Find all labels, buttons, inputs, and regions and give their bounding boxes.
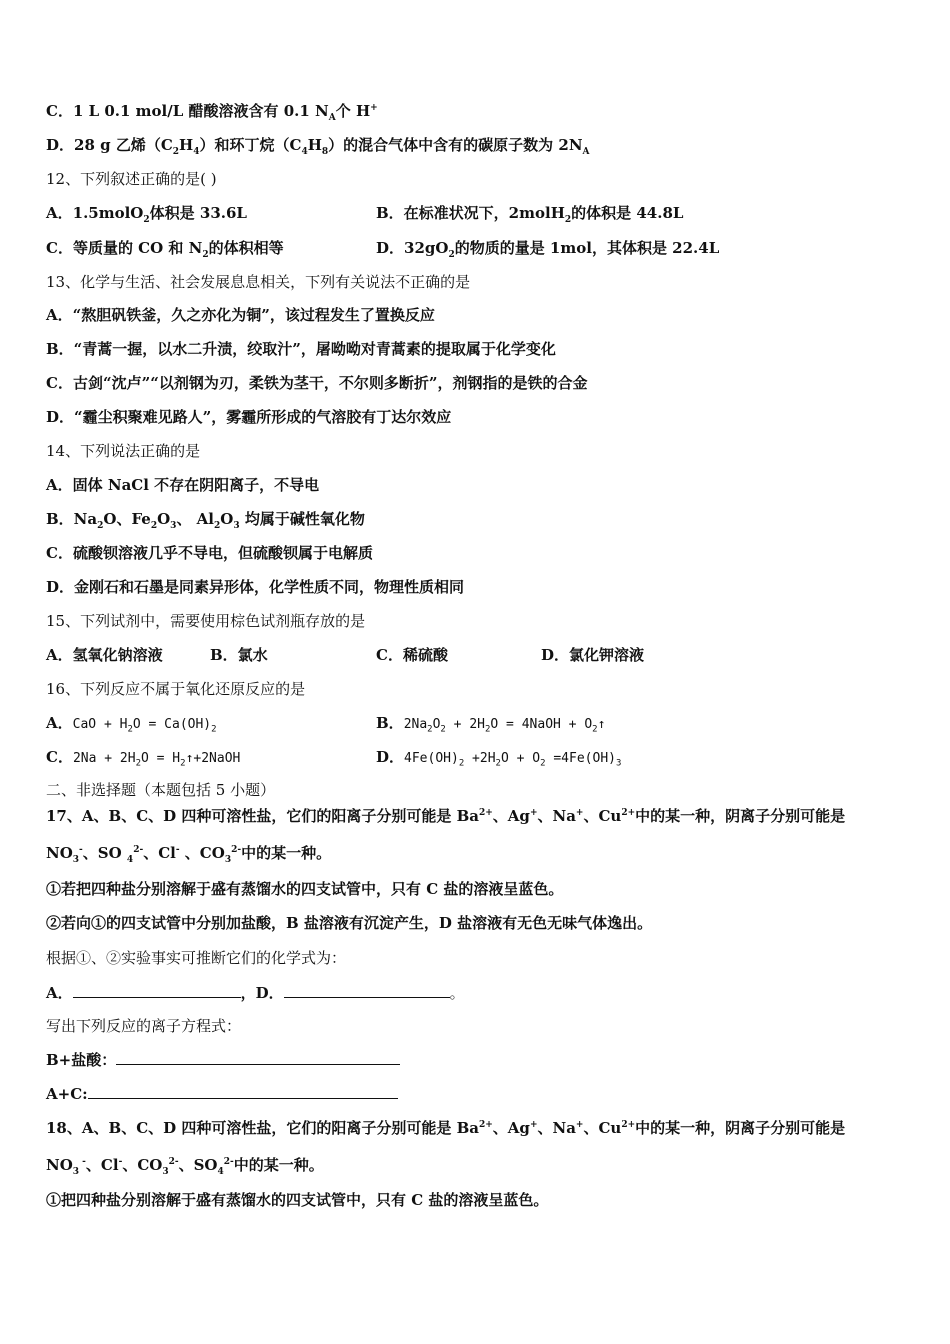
q17-equation-b: B+盐酸： xyxy=(46,1050,400,1070)
q17-equation-ac: A+C: xyxy=(46,1084,398,1104)
q17-line2: $NO_3^-$、SO $_4^{2-}$、Cl- 、$CO_3^{2-}$中的某一种。 xyxy=(46,844,332,865)
section-heading: 二、非选择题（本题包括 5 小题） xyxy=(46,781,276,799)
q18-statement-1: ①把四种盐分别溶解于盛有蒸馏水的四支试管中，只有 C 盐的溶液呈蓝色。 xyxy=(46,1191,549,1209)
q13-option-b: B．“青蒿一握，以水二升渍，绞取汁”，屠呦呦对青蒿素的提取属于化学变化 xyxy=(46,340,556,358)
q15-option-c: C．稀硫酸 xyxy=(376,646,448,664)
q15-option-a: A．氢氧化钠溶液 xyxy=(46,646,163,664)
q15-option-d: D．氯化钾溶液 xyxy=(541,646,645,664)
q14-stem: 14、下列说法正确的是 xyxy=(46,442,201,460)
q16-option-a: A．CaO + $H_2O = Ca(OH)_2$ xyxy=(46,714,217,735)
q18-line1: 18、A、B、C、D 四种可溶性盐，它们的阳离子分别可能是 $Ba^{2+}$、Ag+、Na+、$Cu^{2+}$中的某一种，阴离子分别可能是 xyxy=(46,1119,846,1137)
q17-answer-blanks: A． ，D． 。 xyxy=(46,984,465,1002)
q15-options xyxy=(46,645,906,665)
answer-blank-a-c[interactable] xyxy=(88,1084,398,1099)
q12-option-c: C．等质量的 CO 和 $N_2$的体积相等 xyxy=(46,239,284,260)
q16-options-cd xyxy=(46,747,906,769)
q15-stem: 15、下列试剂中，需要使用棕色试剂瓶存放的是 xyxy=(46,612,366,630)
q16-option-b: B．$2Na_2O_2 + 2H_2O$ = 4NaOH + $O_2↑$ xyxy=(376,714,606,735)
q17-instruction: 根据①、②实验事实可推断它们的化学式为： xyxy=(46,949,347,967)
q13-stem: 13、化学与生活、社会发展息息相关，下列有关说法不正确的是 xyxy=(46,273,471,291)
q12-stem: 12、下列叙述正确的是( ) xyxy=(46,170,217,188)
q17-statement-2: ②若向①的四支试管中分别加盐酸，B 盐溶液有沉淀产生，D 盐溶液有无色无味气体逸出。 xyxy=(46,914,653,932)
q16-option-c: C．$2Na + 2H_2O$ = $H_2↑+2NaOH$ xyxy=(46,748,241,769)
q15-option-b: B．氯水 xyxy=(210,646,268,664)
q17-ion-equation-prompt: 写出下列反应的离子方程式： xyxy=(46,1017,242,1035)
q11-option-d: D．28 g 乙烯$(C_2H_4)$和环丁烷$(C_4H_8)$的混合气体中含有的碳原子数为 $2N_A$ xyxy=(46,136,590,157)
q16-stem: 16、下列反应不属于氧化还原反应的是 xyxy=(46,680,306,698)
q11-option-c: C．1 L 0.1 mol/L 醋酸溶液含有 0.1 $N_A$个 H+ xyxy=(46,102,378,123)
answer-blank-b-hcl[interactable] xyxy=(116,1050,400,1065)
q12-option-d: D．$32gO_2$的物质的量是 1mol，其体积是 22.4L xyxy=(376,239,720,260)
q14-option-c: C．硫酸钡溶液几乎不导电，但硫酸钡属于电解质 xyxy=(46,544,373,562)
q14-option-d: D．金刚石和石墨是同素异形体，化学性质不同，物理性质相同 xyxy=(46,578,465,596)
q13-option-a: A．“熬胆矾铁釜，久之亦化为铜”，该过程发生了置换反应 xyxy=(46,306,435,324)
q12-options-cd xyxy=(46,238,720,260)
q12-options-ab xyxy=(46,203,684,225)
q14-option-b: B．$Na_2O$、$Fe_2O_3$、 $Al_2O_3$ 均属于碱性氧化物 xyxy=(46,510,365,531)
q18-line2: $NO_3$ -、Cl-、$CO_3^{2-}$、$SO_4^{2-}$中的某一种。 xyxy=(46,1156,324,1177)
q13-option-d: D．“霾尘积聚难见路人”，雾霾所形成的气溶胶有丁达尔效应 xyxy=(46,408,452,426)
q16-option-d: D．$4Fe(OH)_2 +2H_2O + O_2 =4Fe(OH)_3$ xyxy=(376,748,622,769)
answer-blank-d[interactable] xyxy=(284,983,450,998)
q16-options-ab xyxy=(46,713,906,735)
answer-blank-a[interactable] xyxy=(73,983,241,998)
q14-option-a: A．固体 NaCl 不存在阴阳离子，不导电 xyxy=(46,476,320,494)
q12-option-a: A．1.5molO$_2$体积是 33.6L xyxy=(46,204,247,225)
q13-option-c: C．古剑“沈卢”“以剂钢为刃，柔铁为茎干，不尔则多断折”，剂钢指的是铁的合金 xyxy=(46,374,588,392)
q17-statement-1: ①若把四种盐分别溶解于盛有蒸馏水的四支试管中，只有 C 盐的溶液呈蓝色。 xyxy=(46,880,564,898)
q12-option-b: B．在标准状况下，2molH$_2$的体积是 44.8L xyxy=(376,204,684,225)
q17-line1: 17、A、B、C、D 四种可溶性盐，它们的阳离子分别可能是 $Ba^{2+}$、Ag+、Na+、$Cu^{2+}$中的某一种，阴离子分别可能是 xyxy=(46,807,846,825)
